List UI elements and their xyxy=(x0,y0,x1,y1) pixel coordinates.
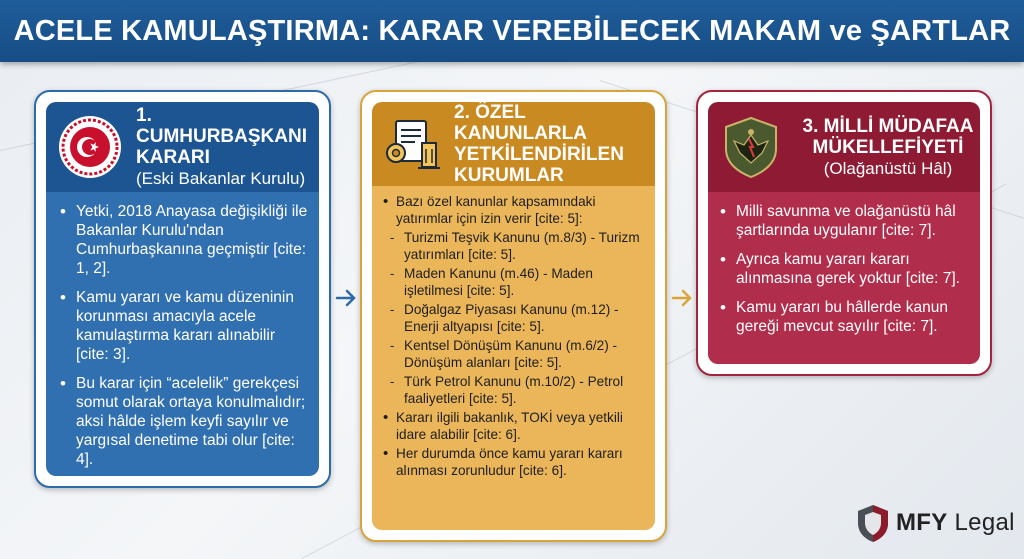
list-item: • Milli savunma ve olağanüstü hâl şartlarında uygulanır [cite: 7]. xyxy=(718,202,972,240)
list-item: • Her durumda önce kamu yararı kararı alınması zorunludur [cite: 6]. xyxy=(382,446,647,479)
brand-logo xyxy=(856,503,1015,543)
card-title-line: KARARI xyxy=(136,147,210,168)
card-presidential-decision xyxy=(34,90,331,488)
military-eagle-emblem-icon xyxy=(722,115,780,179)
card-subtitle: (Olağanüstü Hâl) xyxy=(823,158,953,178)
card-special-law-institutions xyxy=(360,90,667,542)
card-subtitle: (Eski Bakanlar Kurulu) xyxy=(136,169,306,188)
document-gear-building-icon xyxy=(382,113,444,175)
shield-logo-icon xyxy=(856,503,890,543)
list-item: • Yetki, 2018 Anayasa değişikliği ile Bakanlar Kurulu'ndan Cumhurbaşkanına geçmiştir [cite: 1, 2]. xyxy=(58,202,311,278)
card-title-line: MÜKELLEFİYETİ xyxy=(812,136,964,158)
page-header xyxy=(0,0,1024,62)
list-item: • Bu karar için “acelelik” gerekçesi somut olarak ortaya konulmalıdır; aksi hâlde işlem keyfi sayılır ve yargısal denetime tabi olur [cite: 4]. xyxy=(58,374,311,469)
card-body xyxy=(708,192,980,364)
sub-list-item: - Turizmi Teşvik Kanunu (m.8/3) - Turizm yatırımları [cite: 5]. xyxy=(386,230,647,263)
list-item: • Kamu yararı ve kamu düzeninin korunması amacıyla acele kamulaştırma kararı alınabilir [cite: 3]. xyxy=(58,288,311,364)
list-item: • Kamu yararı bu hâllerde kanun gereği mevcut sayılır [cite: 7]. xyxy=(718,298,972,336)
card-header xyxy=(46,102,319,192)
card-header xyxy=(708,102,980,192)
logo-brand: MFY xyxy=(896,509,948,536)
page-title: ACELE KAMULAŞTIRMA: KARAR VEREBİLECEK MAKAM ve ŞARTLAR xyxy=(13,14,1011,47)
sub-list-item: - Doğalgaz Piyasası Kanunu (m.12) - Enerji altyapısı [cite: 5]. xyxy=(386,302,647,335)
list-item: • Ayrıca kamu yararı kararı alınmasına gerek yoktur [cite: 7]. xyxy=(718,250,972,288)
card-title-line: KURUMLAR xyxy=(454,165,564,186)
card-national-defense xyxy=(696,90,992,376)
chevron-right-icon xyxy=(333,285,359,311)
list-item: • Bazı özel kanunlar kapsamındaki yatırımlar için izin verir [cite: 5]: xyxy=(382,194,647,227)
card-title-line: 1. CUMHURBAŞKANI xyxy=(136,105,307,147)
card-title-line: YETKİLENDİRİLEN xyxy=(454,144,624,165)
logo-suffix: Legal xyxy=(954,509,1015,536)
sub-list-item: - Maden Kanunu (m.46) - Maden işletilmesi [cite: 5]. xyxy=(386,266,647,299)
chevron-right-icon xyxy=(669,285,695,311)
card-body xyxy=(372,186,655,530)
card-body xyxy=(46,192,319,476)
card-title-line: 2. ÖZEL KANUNLARLA xyxy=(454,102,587,144)
turkish-presidency-seal-icon xyxy=(58,115,122,179)
sub-list-item: - Kentsel Dönüşüm Kanunu (m.6/2) - Dönüşüm alanları [cite: 5]. xyxy=(386,338,647,371)
sub-list-item: - Türk Petrol Kanunu (m.10/2) - Petrol faaliyetleri [cite: 5]. xyxy=(386,374,647,407)
list-item: • Kararı ilgili bakanlık, TOKİ veya yetkili idare alabilir [cite: 6]. xyxy=(382,410,647,443)
card-header xyxy=(372,102,655,186)
card-title-line: 3. MİLLİ MÜDAFAA xyxy=(802,115,974,137)
